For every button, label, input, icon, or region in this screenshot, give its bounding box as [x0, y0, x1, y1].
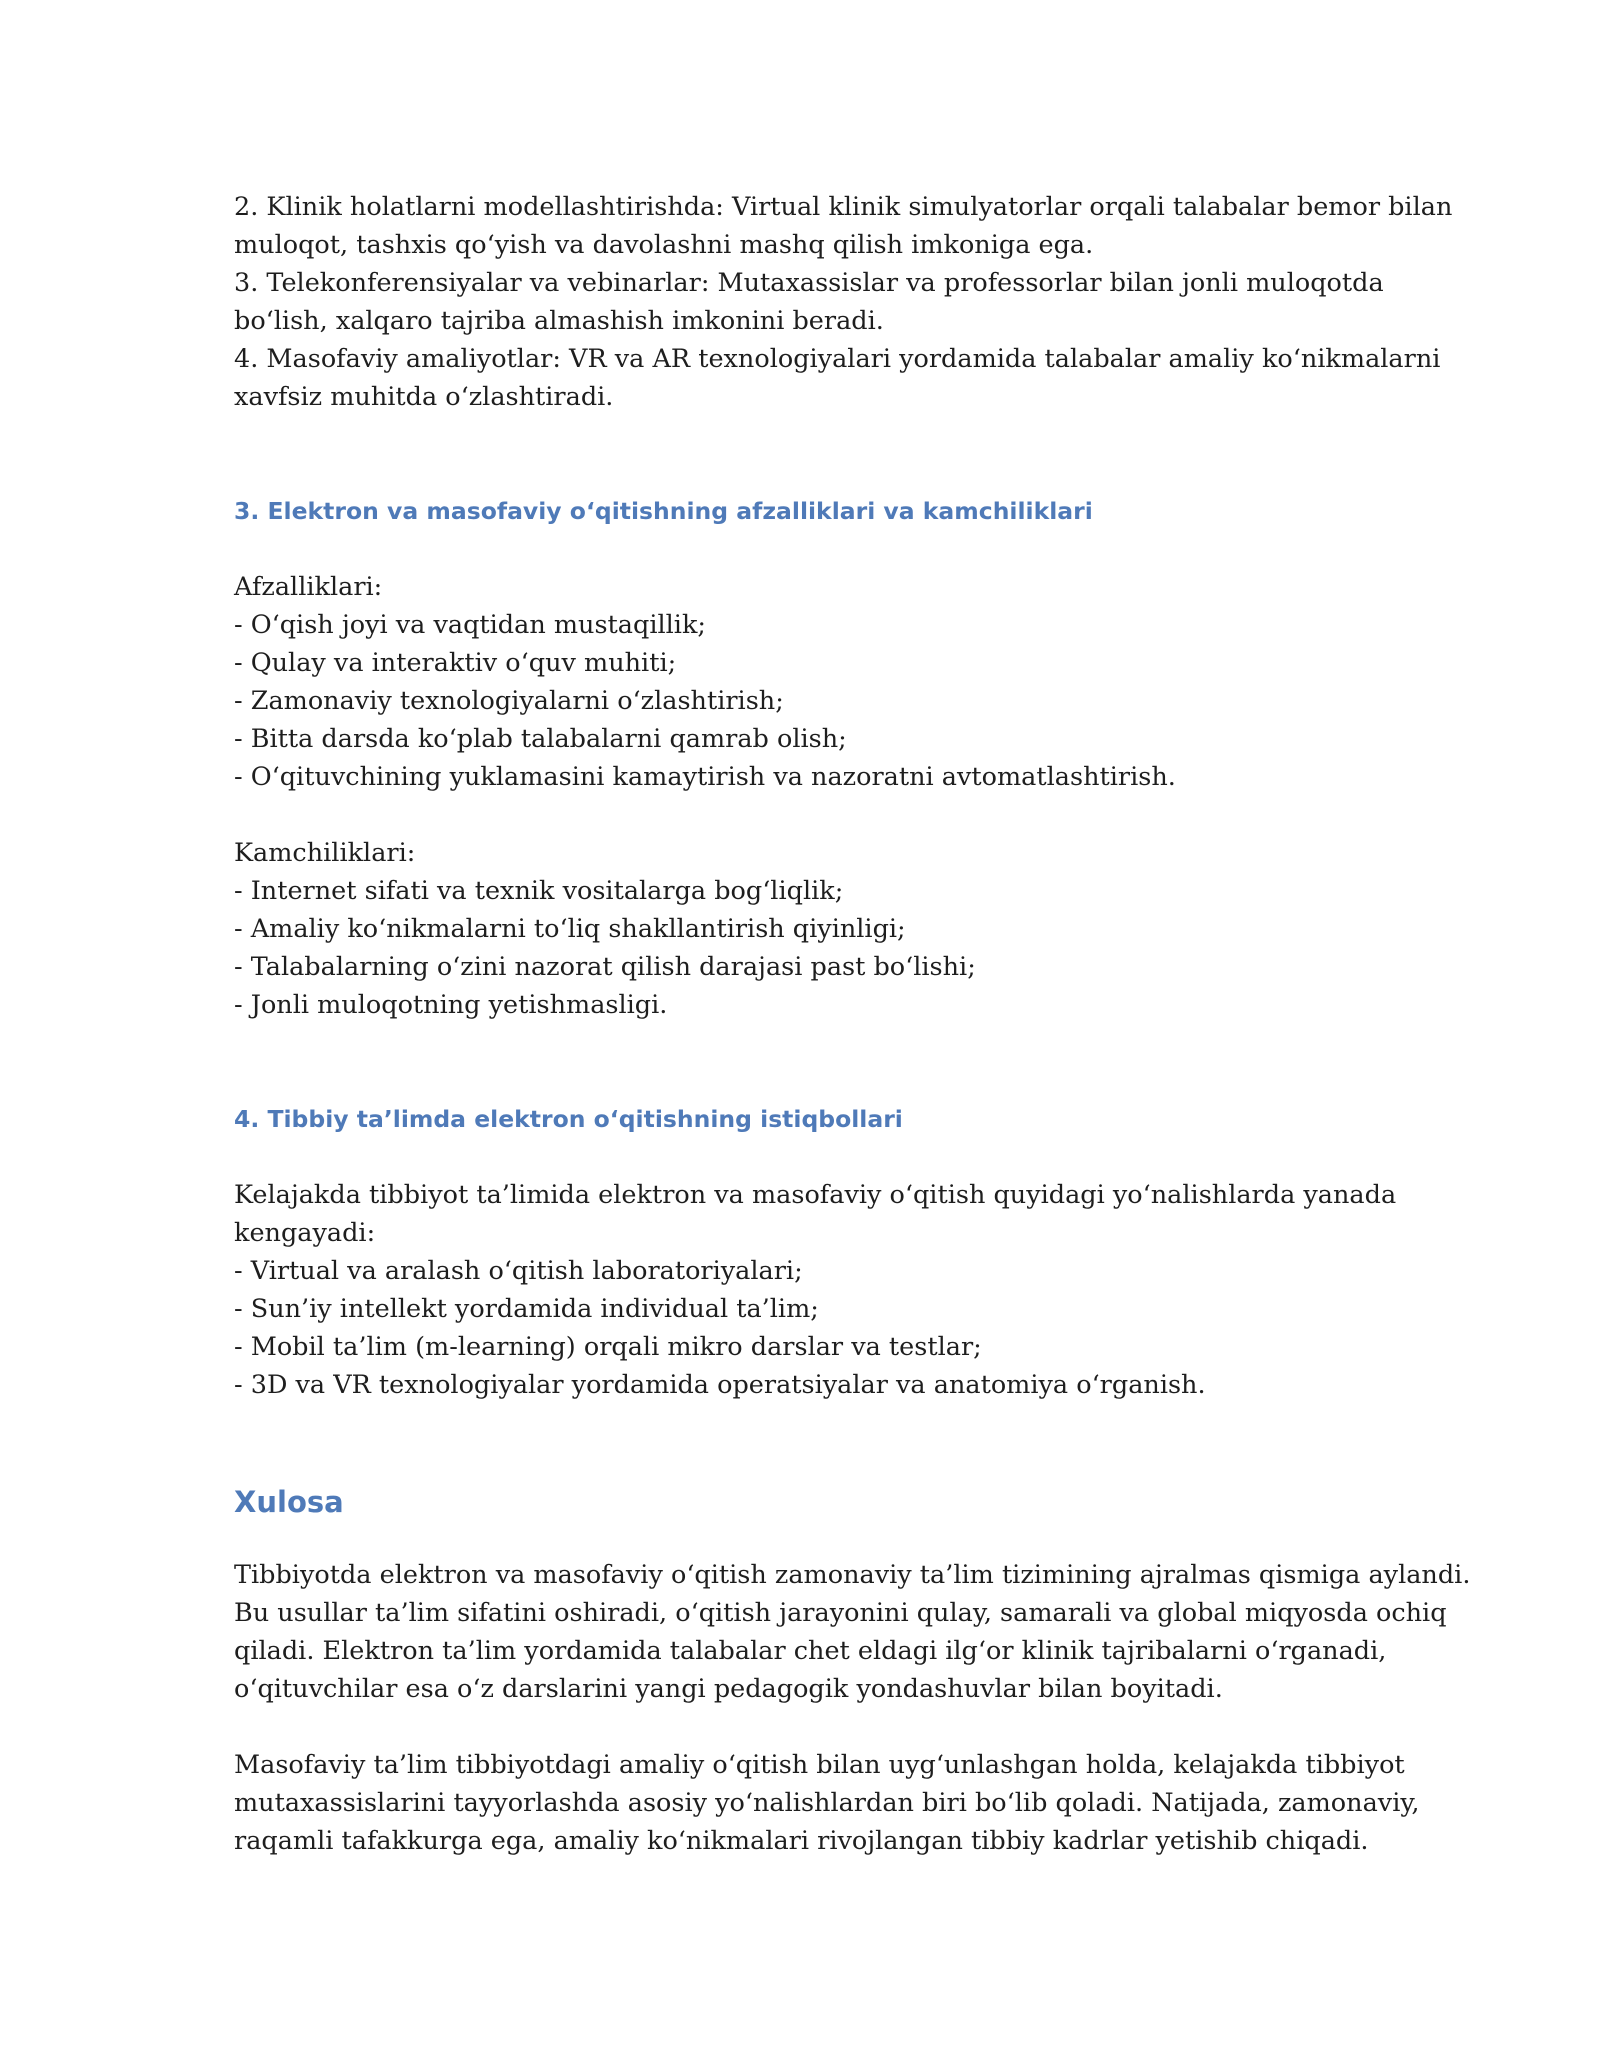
- text-line: 2. Klinik holatlarni modellashtirishda: Virtual klinik simulyatorlar orqali talabalar bemor bilan: [234, 192, 1453, 222]
- list-item: - O‘qish joyi va vaqtidan mustaqillik;: [234, 610, 706, 640]
- list-item: - Talabalarning o‘zini nazorat qilish darajasi past bo‘lishi;: [234, 952, 976, 982]
- list-item: - O‘qituvchining yuklamasini kamaytirish va nazoratni avtomatlashtirish.: [234, 762, 1176, 792]
- text-line: qiladi. Elektron ta’lim yordamida talabalar chet eldagi ilg‘or klinik tajribalarni o‘rganadi,: [234, 1636, 1387, 1666]
- text-line: muloqot, tashxis qo‘yish va davolashni mashq qilish imkoniga ega.: [234, 230, 1094, 260]
- text-line: xavfsiz muhitda o‘zlashtiradi.: [234, 382, 614, 412]
- list-item: - Mobil ta’lim (m-learning) orqali mikro darslar va testlar;: [234, 1332, 982, 1362]
- conclusion-heading: Xulosa: [234, 1485, 344, 1519]
- disadvantages-title: Kamchiliklari:: [234, 838, 416, 868]
- text-line: o‘qituvchilar esa o‘z darslarini yangi pedagogik yondashuvlar bilan boyitadi.: [234, 1674, 1223, 1704]
- list-item: - Bitta darsda ko‘plab talabalarni qamrab olish;: [234, 724, 847, 754]
- list-item: - Sun’iy intellekt yordamida individual ta’lim;: [234, 1294, 819, 1324]
- text-line: mutaxassislarini tayyorlashda asosiy yo‘nalishlardan biri bo‘lib qoladi. Natijada, zamonaviy,: [234, 1788, 1420, 1818]
- list-item: - Qulay va interaktiv o‘quv muhiti;: [234, 648, 677, 678]
- text-line: kengayadi:: [234, 1218, 376, 1248]
- disadvantages-list: [234, 834, 1374, 1024]
- text-line: Tibbiyotda elektron va masofaviy o‘qitish zamonaviy ta’lim tizimining ajralmas qismiga aylandi.: [234, 1560, 1471, 1590]
- section-4-heading: 4. Tibbiy ta’limda elektron o‘qitishning istiqbollari: [234, 1105, 903, 1133]
- intro-list: [234, 188, 1453, 416]
- advantages-list: [234, 568, 1374, 796]
- text-line: 4. Masofaviy amaliyotlar: VR va AR texnologiyalari yordamida talabalar amaliy ko‘nikmalarni: [234, 344, 1441, 374]
- text-line: raqamli tafakkurga ega, amaliy ko‘nikmalari rivojlangan tibbiy kadrlar yetishib chiqadi.: [234, 1826, 1369, 1856]
- section-3-heading: 3. Elektron va masofaviy o‘qitishning afzalliklari va kamchiliklari: [234, 497, 1093, 525]
- prospects-list: [234, 1176, 1397, 1404]
- conclusion-paragraph-2: [234, 1746, 1420, 1860]
- text-line: Bu usullar ta’lim sifatini oshiradi, o‘qitish jarayonini qulay, samarali va global miqyosda ochiq: [234, 1598, 1447, 1628]
- list-item: - Virtual va aralash o‘qitish laboratoriyalari;: [234, 1256, 803, 1286]
- text-line: Masofaviy ta’lim tibbiyotdagi amaliy o‘qitish bilan uyg‘unlashgan holda, kelajakda tibbiyot: [234, 1750, 1405, 1780]
- conclusion-paragraph-1: [234, 1556, 1471, 1708]
- list-item: - Internet sifati va texnik vositalarga bog‘liqlik;: [234, 876, 844, 906]
- list-item: - Zamonaviy texnologiyalarni o‘zlashtirish;: [234, 686, 784, 716]
- text-line: 3. Telekonferensiyalar va vebinarlar: Mutaxassislar va professorlar bilan jonli muloqotda: [234, 268, 1384, 298]
- list-item: - Amaliy ko‘nikmalarni to‘liq shakllantirish qiyinligi;: [234, 914, 906, 944]
- document-page: [234, 188, 1471, 1860]
- list-item: - Jonli muloqotning yetishmasligi.: [234, 990, 668, 1020]
- advantages-title: Afzalliklari:: [234, 572, 383, 602]
- text-line: bo‘lish, xalqaro tajriba almashish imkonini beradi.: [234, 306, 884, 336]
- list-item: - 3D va VR texnologiyalar yordamida operatsiyalar va anatomiya o‘rganish.: [234, 1370, 1206, 1400]
- text-line: Kelajakda tibbiyot ta’limida elektron va masofaviy o‘qitish quyidagi yo‘nalishlarda yanada: [234, 1180, 1397, 1210]
